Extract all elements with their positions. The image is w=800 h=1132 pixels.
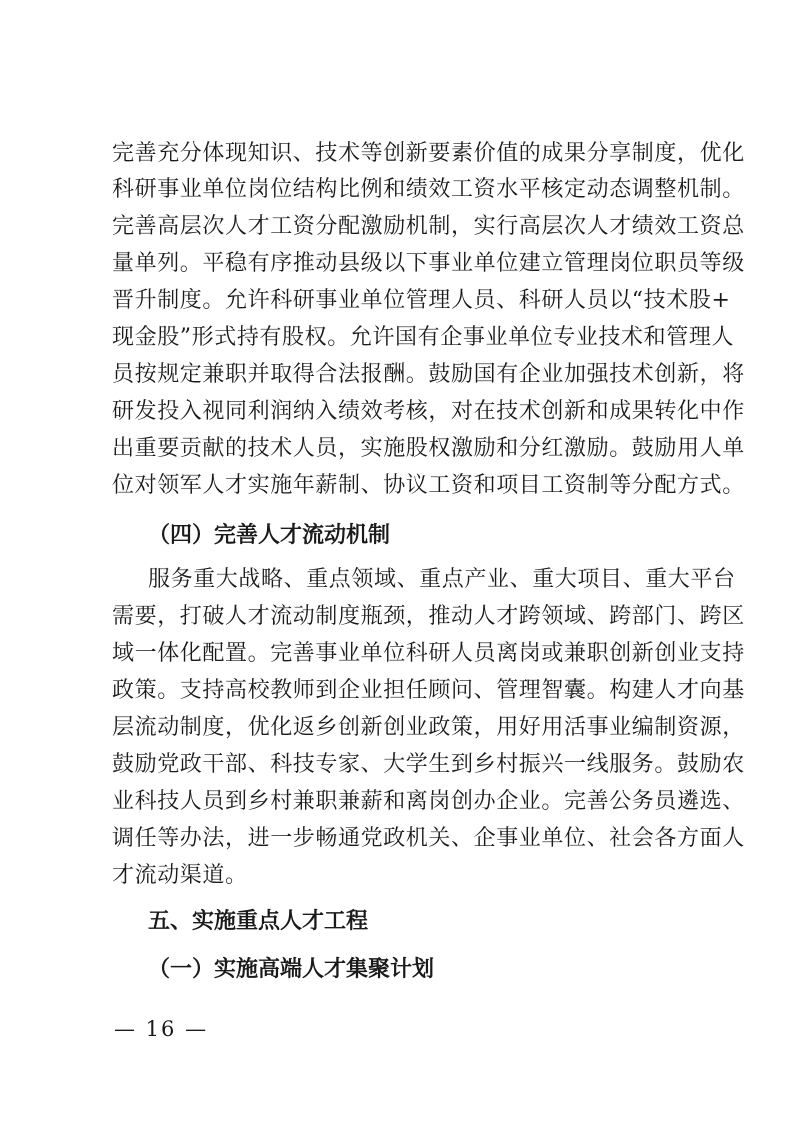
paragraph-line: 层流动制度，优化返乡创新创业政策，用好用活事业编制资源， — [112, 715, 745, 740]
paragraph-line: 员按规定兼职并取得合法报酬。鼓励国有企业加强技术创新，将 — [112, 362, 745, 387]
page-number: — 16 — — [114, 1017, 209, 1041]
paragraph-line: 出重要贡献的技术人员，实施股权激励和分红激励。鼓励用人单 — [112, 436, 745, 461]
paragraph-line: 鼓励党政干部、科技专家、大学生到乡村振兴一线服务。鼓励农 — [112, 752, 745, 777]
paragraph-line: 需要，打破人才流动制度瓶颈，推动人才跨领域、跨部门、跨区 — [112, 604, 745, 629]
paragraph-line: 现金股”形式持有股权。允许国有企事业单位专业技术和管理人 — [112, 325, 735, 350]
paragraph-line: 晋升制度。允许科研事业单位管理人员、科研人员以“技术股+ — [112, 288, 731, 313]
paragraph-line: 位对领军人才实施年薪制、协议工资和项目工资制等分配方式。 — [112, 473, 745, 498]
paragraph-line: 量单列。平稳有序推动县级以下事业单位建立管理岗位职员等级 — [112, 251, 745, 276]
chapter-heading: 五、实施重点人才工程 — [148, 909, 369, 934]
section-heading: （一）实施高端人才集聚计划 — [148, 957, 435, 982]
paragraph-line: 才流动渠道。 — [112, 863, 248, 888]
paragraph-line: 调任等办法，进一步畅通党政机关、企事业单位、社会各方面人 — [112, 826, 745, 851]
paragraph-line: 科研事业单位岗位结构比例和绩效工资水平核定动态调整机制。 — [112, 177, 745, 202]
paragraph-line: 完善高层次人才工资分配激励机制，实行高层次人才绩效工资总 — [112, 214, 745, 239]
section-heading: （四）完善人才流动机制 — [148, 523, 391, 548]
paragraph-line: 研发投入视同利润纳入绩效考核，对在技术创新和成果转化中作 — [112, 399, 745, 424]
paragraph-line: 域一体化配置。完善事业单位科研人员离岗或兼职创新创业支持 — [112, 641, 745, 666]
paragraph-line: 业科技人员到乡村兼职兼薪和离岗创办企业。完善公务员遴选、 — [112, 789, 745, 814]
paragraph-line: 政策。支持高校教师到企业担任顾问、管理智囊。构建人才向基 — [112, 678, 745, 703]
paragraph-line: 服务重大战略、重点领域、重点产业、重大项目、重大平台 — [148, 567, 736, 592]
paragraph-line: 完善充分体现知识、技术等创新要素价值的成果分享制度，优化 — [112, 141, 745, 166]
